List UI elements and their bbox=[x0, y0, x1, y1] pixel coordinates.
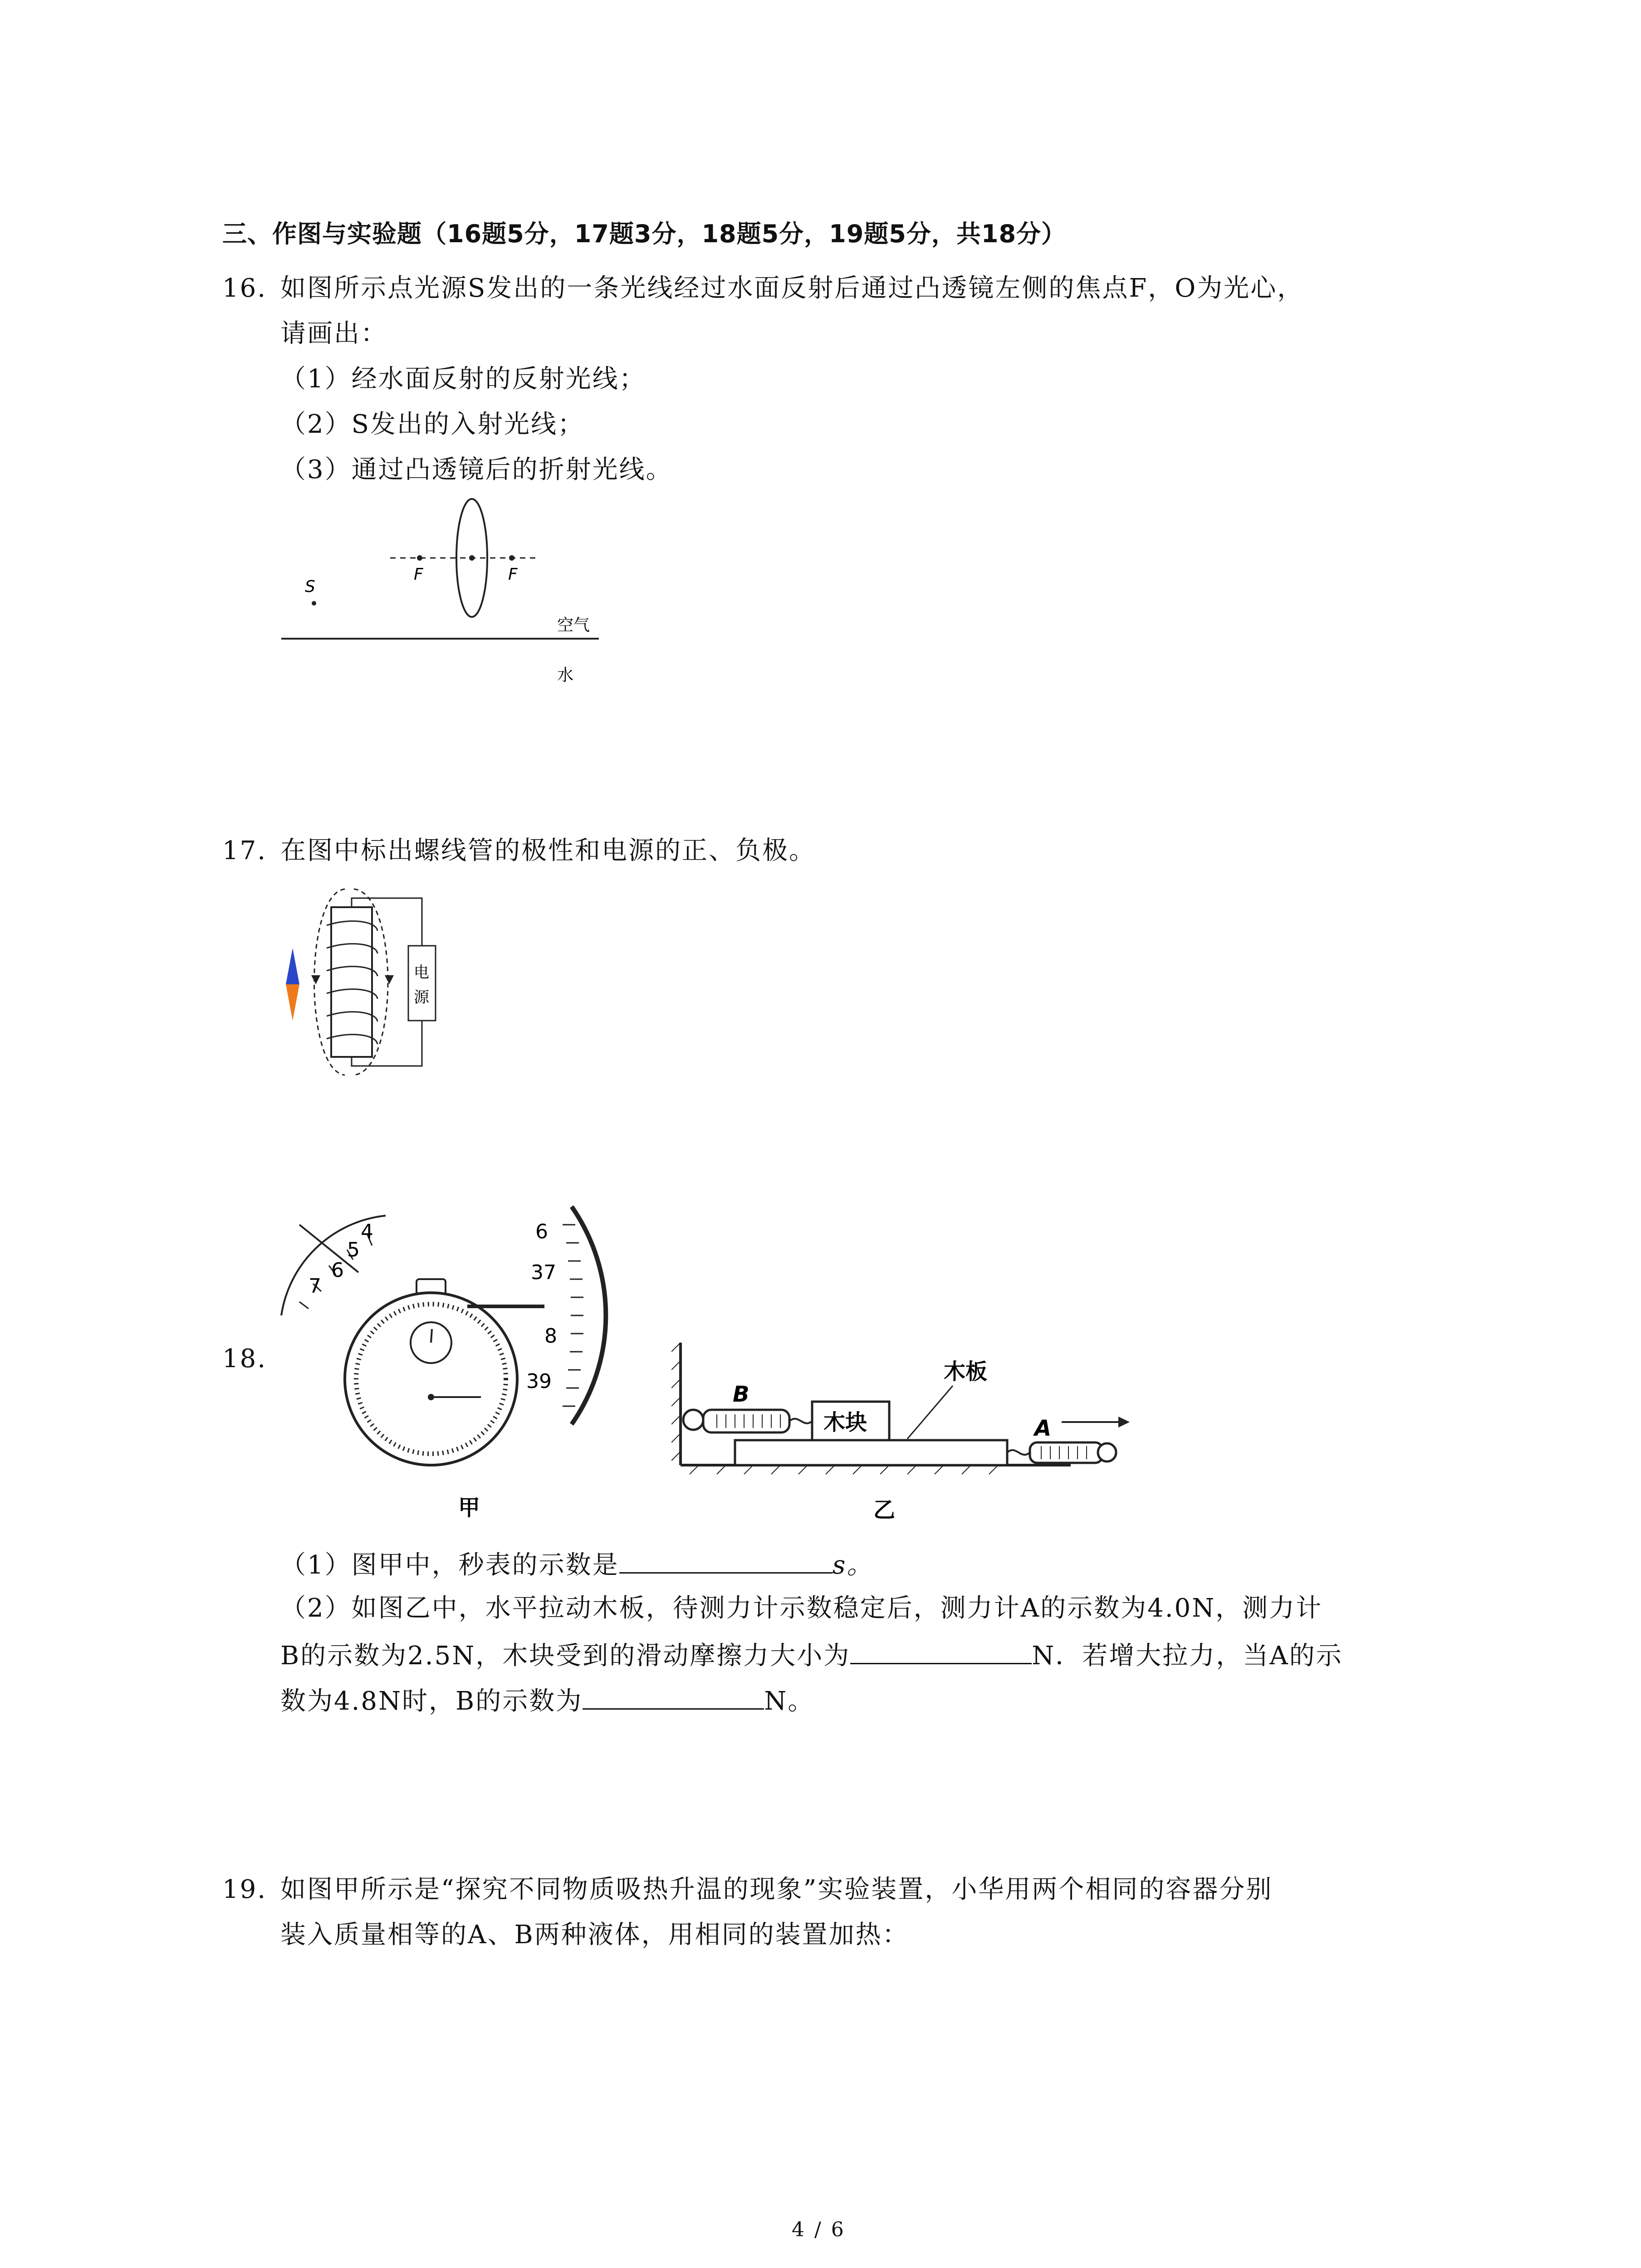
small-dial-label-4: 4 bbox=[361, 1220, 373, 1243]
focus-point-right bbox=[509, 555, 514, 561]
stopwatch-outer bbox=[345, 1293, 517, 1465]
q16-item-3: （3）通过凸透镜后的折射光线。 bbox=[280, 455, 673, 484]
scale-a-hook bbox=[1007, 1450, 1030, 1455]
q18-sub2-line3-tail: N。 bbox=[764, 1686, 815, 1716]
compass-needle-blue bbox=[286, 948, 299, 984]
q17-solenoid-figure bbox=[272, 875, 463, 1089]
q18-number: 18. bbox=[222, 1344, 267, 1374]
field-arrow-right bbox=[385, 975, 394, 984]
caption-jia: 甲 bbox=[458, 1495, 480, 1520]
q18-sub2-line3-text: 数为4.8N时，B的示数为 bbox=[280, 1686, 583, 1716]
field-line-right bbox=[354, 889, 388, 1075]
page-number: 4 / 6 bbox=[792, 2218, 846, 2241]
subdial-hand bbox=[431, 1329, 432, 1343]
label-board: 木板 bbox=[944, 1359, 988, 1384]
stopwatch-figure bbox=[272, 1198, 617, 1524]
big-dial-label-37: 37 bbox=[531, 1261, 556, 1284]
q18-sub2-line2-tail: N．若增大拉力，当A的示 bbox=[1032, 1641, 1343, 1671]
label-f-right: F bbox=[508, 565, 518, 584]
section-title: 三、作图与实验题（16题5分，17题3分，18题5分，19题5分，共18分） bbox=[222, 220, 1067, 248]
q19-stem-line1: 如图甲所示是“探究不同物质吸热升温的现象”实验装置，小华用两个相同的容器分别 bbox=[280, 1875, 1273, 1904]
scale-b-body bbox=[703, 1410, 789, 1432]
small-dial-label-7: 7 bbox=[309, 1275, 321, 1298]
scale-b-ring bbox=[683, 1410, 703, 1430]
friction-apparatus-figure bbox=[671, 1334, 1143, 1533]
label-block: 木块 bbox=[823, 1410, 867, 1435]
board-leader-line bbox=[907, 1386, 953, 1439]
wood-board bbox=[735, 1440, 1007, 1465]
q18-sub2-line2 bbox=[280, 1637, 1343, 1672]
label-a: A bbox=[1034, 1416, 1052, 1441]
scale-a-ring bbox=[1098, 1443, 1116, 1461]
q18-sub1-answer-blank[interactable] bbox=[619, 1547, 833, 1574]
scale-b-hook bbox=[789, 1419, 812, 1423]
optical-center bbox=[469, 555, 475, 561]
power-label-1: 电 bbox=[414, 963, 429, 982]
q18-sub2-line2-text: B的示数为2.5N，木块受到的滑动摩擦力大小为 bbox=[280, 1641, 851, 1671]
q16-item-2: （2）S发出的入射光线； bbox=[280, 410, 584, 439]
small-dial-label-6: 6 bbox=[331, 1259, 344, 1282]
q18-sub1 bbox=[280, 1547, 873, 1582]
power-label-2: 源 bbox=[414, 988, 429, 1007]
big-dial-label-39: 39 bbox=[526, 1370, 552, 1393]
small-dial-label-5: 5 bbox=[347, 1238, 360, 1261]
q17-number: 17. bbox=[222, 836, 267, 865]
focus-point-left bbox=[417, 555, 422, 561]
big-dial-ticks bbox=[563, 1225, 583, 1406]
q18-sub1-text: （1）图甲中，秒表的示数是 bbox=[280, 1550, 619, 1580]
q16-stem-line1: 如图所示点光源S发出的一条光线经过水面反射后通过凸透镜左侧的焦点F，O为光心， bbox=[280, 274, 1304, 303]
q17-stem: 在图中标出螺线管的极性和电源的正、负极。 bbox=[280, 836, 816, 865]
q16-item-1: （1）经水面反射的反射光线； bbox=[280, 364, 646, 394]
point-source bbox=[312, 601, 316, 606]
field-arrow-left bbox=[311, 975, 320, 984]
main-hand-pivot bbox=[428, 1394, 434, 1400]
q18-sub2-line1: （2）如图乙中，水平拉动木板，待测力计示数稳定后，测力计A的示数为4.0N，测力计 bbox=[280, 1593, 1323, 1623]
label-s: S bbox=[305, 577, 315, 596]
q16-lens-figure bbox=[272, 494, 617, 703]
q16-stem-line2: 请画出： bbox=[280, 319, 387, 348]
q19-stem-line2: 装入质量相等的A、B两种液体，用相同的装置加热： bbox=[280, 1920, 909, 1950]
q19-number: 19. bbox=[222, 1875, 267, 1904]
q18-sub1-unit: s。 bbox=[832, 1550, 874, 1580]
q16-number: 16. bbox=[222, 274, 267, 303]
label-f-left: F bbox=[414, 565, 423, 584]
big-dial-label-8: 8 bbox=[544, 1325, 557, 1348]
compass-needle-orange bbox=[286, 984, 299, 1021]
pull-arrow-head bbox=[1118, 1417, 1130, 1427]
label-water: 水 bbox=[557, 666, 574, 684]
label-b: B bbox=[733, 1382, 749, 1407]
wire-bottom bbox=[352, 1021, 422, 1066]
q18-b-reading-answer-blank[interactable] bbox=[583, 1683, 764, 1710]
caption-yi: 乙 bbox=[873, 1497, 896, 1523]
power-supply bbox=[408, 946, 436, 1021]
field-line-left bbox=[314, 889, 345, 1075]
q18-friction-answer-blank[interactable] bbox=[850, 1637, 1032, 1664]
q18-sub2-line3 bbox=[280, 1683, 814, 1718]
solenoid-coil bbox=[327, 921, 377, 1044]
big-dial-label-6: 6 bbox=[535, 1220, 548, 1243]
label-air: 空气 bbox=[557, 616, 590, 635]
